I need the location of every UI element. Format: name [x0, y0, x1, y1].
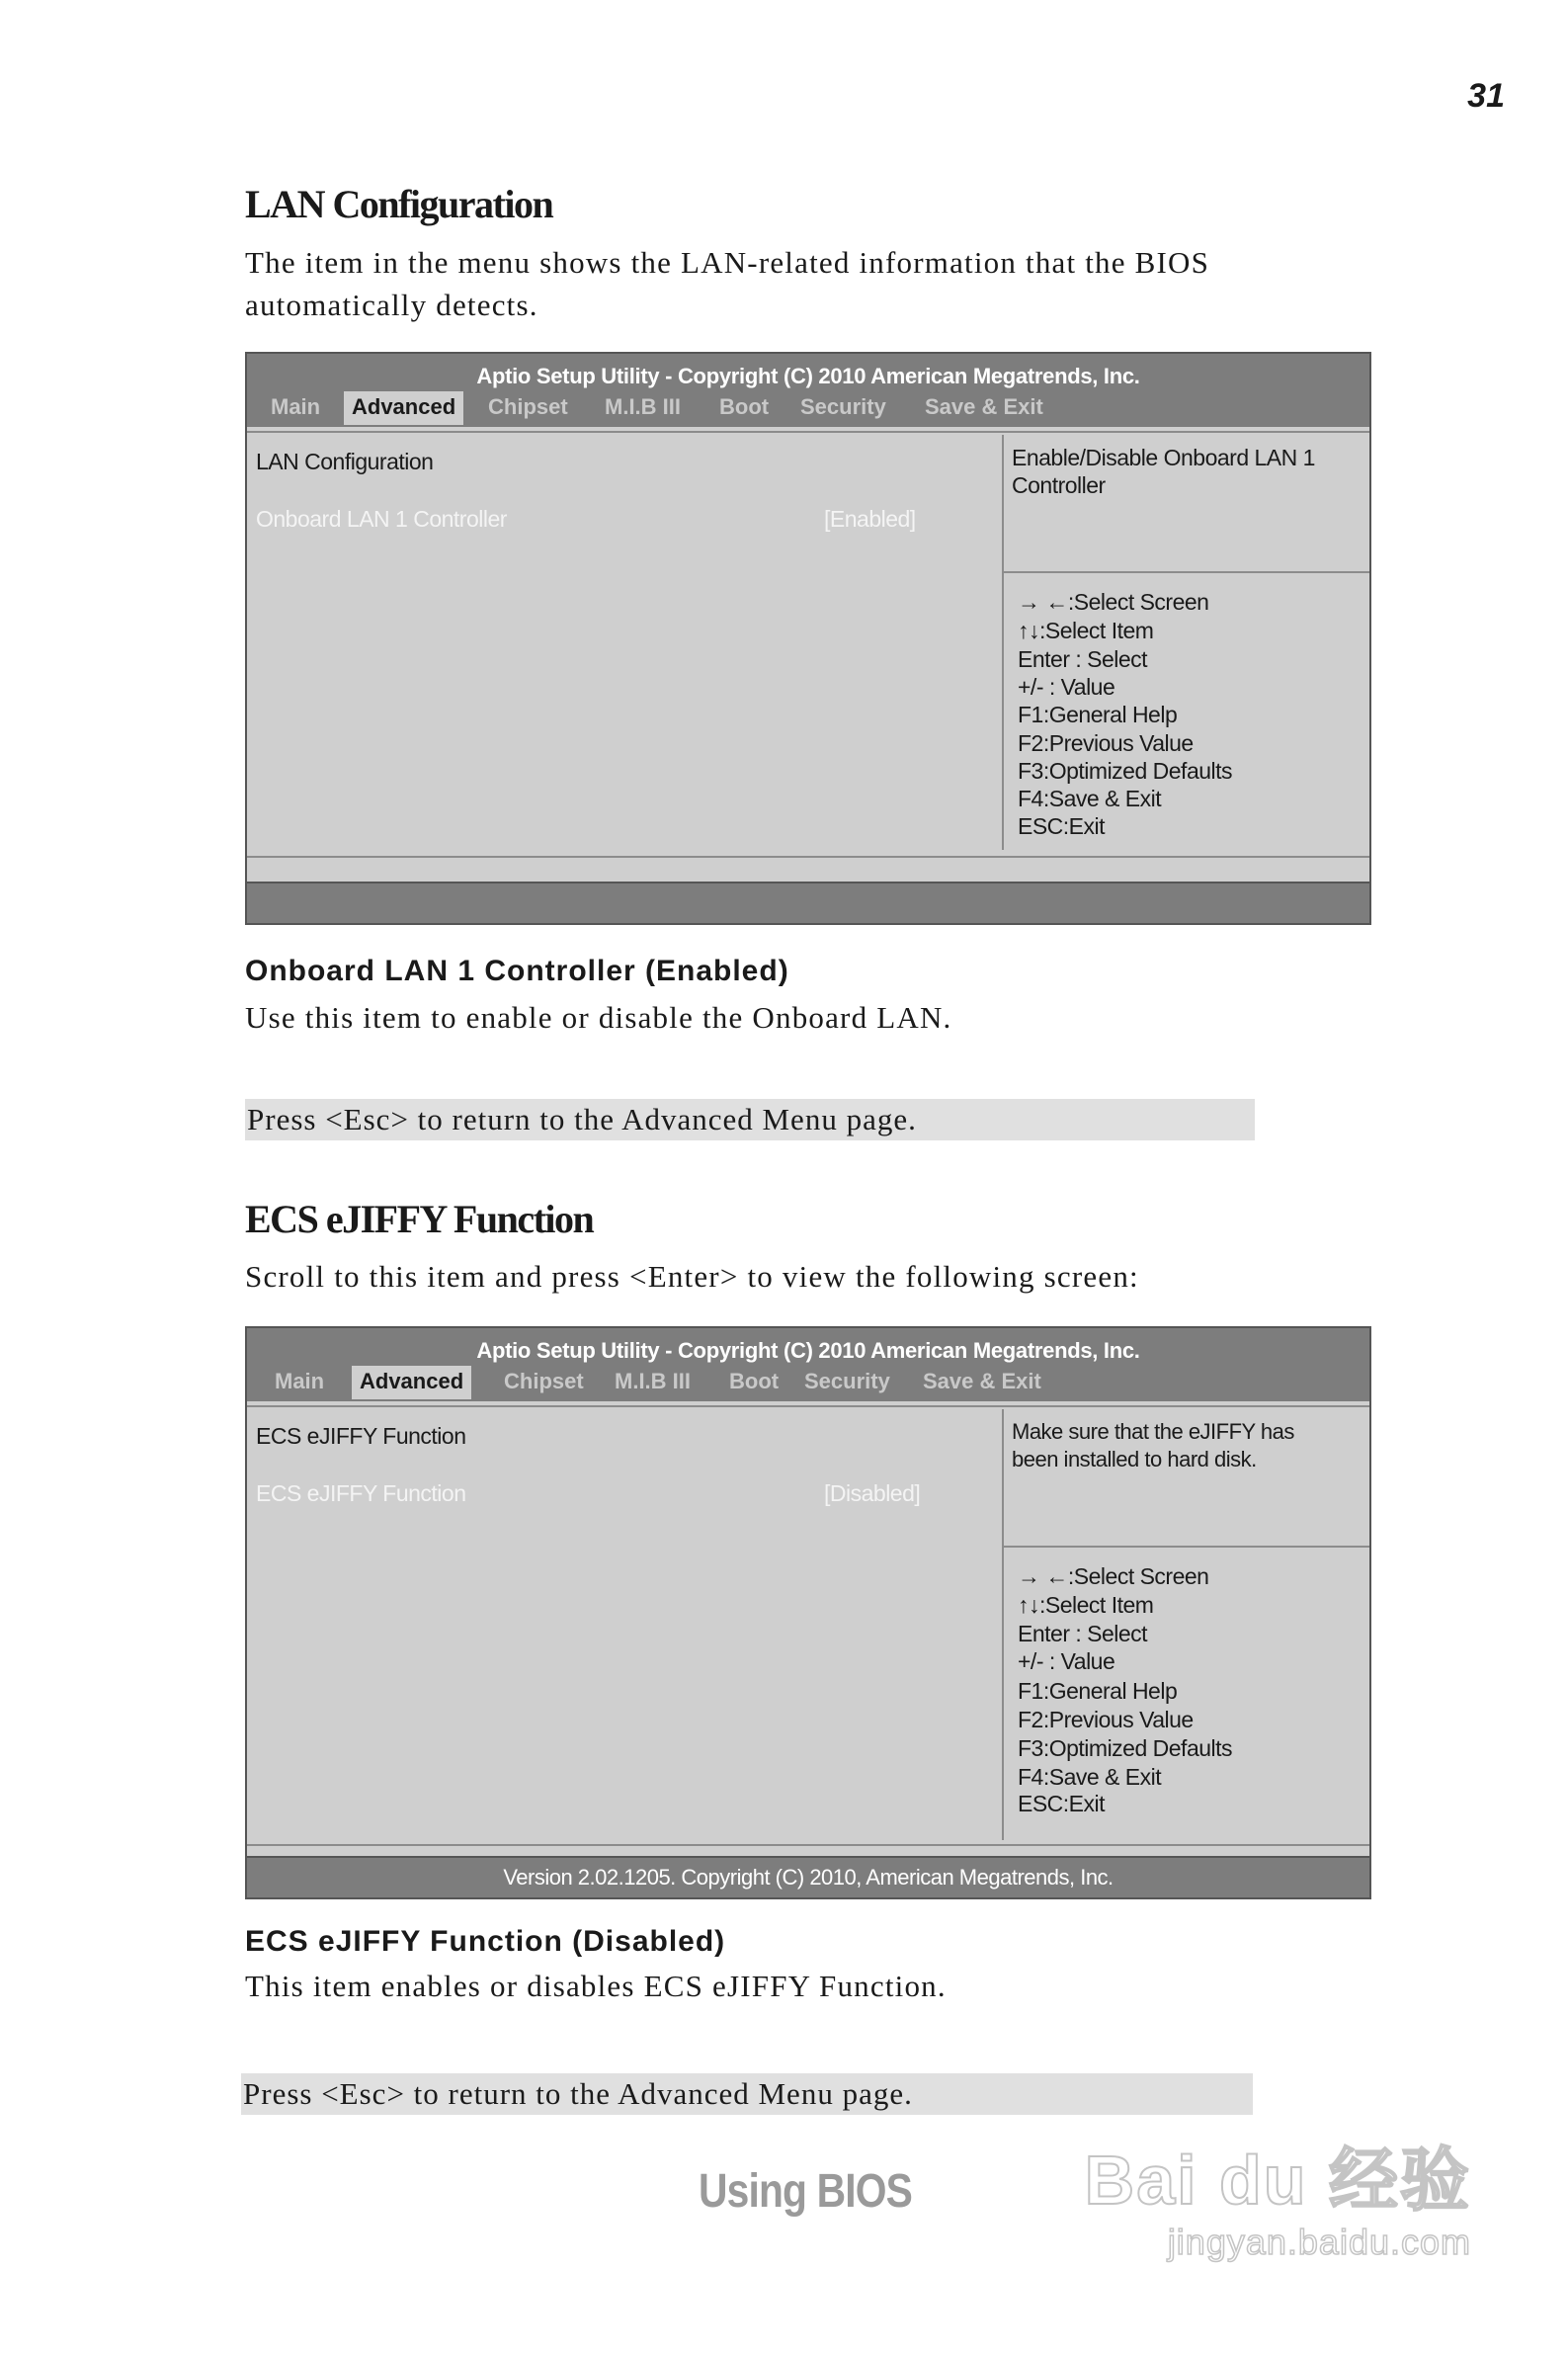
bios-screen-lan [245, 352, 1371, 925]
tab-security[interactable]: Security [800, 394, 886, 419]
section-heading-lan-configuration: LAN Configuration [245, 182, 553, 226]
tab-main[interactable]: Main [275, 1369, 325, 1393]
tab-mib[interactable]: M.I.B III [605, 394, 681, 419]
esc-note: Press <Esc> to return to the Advanced Menu page. [245, 1099, 1255, 1140]
key-hint: Enter : Select [1018, 646, 1148, 672]
bios-header [247, 1328, 1369, 1403]
item-description: This item enables or disables ECS eJIFFY Function. [245, 1969, 947, 2003]
key-hint: → ←:Select Screen [1018, 1563, 1209, 1589]
section-intro-line: Scroll to this item and press <Enter> to view the following screen: [245, 1259, 1139, 1294]
divider [247, 856, 1369, 858]
bios-body [247, 1409, 1369, 1840]
setting-label-onboard-lan[interactable]: Onboard LAN 1 Controller [256, 506, 507, 532]
key-hint: Enter : Select [1018, 1621, 1148, 1646]
divider [247, 1844, 1369, 1846]
key-hint: ESC:Exit [1018, 813, 1106, 839]
bios-body [247, 435, 1369, 850]
help-text: been installed to hard disk. [1012, 1447, 1257, 1471]
divider [1004, 571, 1369, 573]
key-hint: F2:Previous Value [1018, 730, 1194, 756]
tab-advanced[interactable]: Advanced [352, 1366, 471, 1399]
help-text: Make sure that the eJIFFY has [1012, 1419, 1294, 1444]
bios-settings-panel [247, 1409, 1004, 1840]
item-heading-onboard-lan: Onboard LAN 1 Controller (Enabled) [245, 955, 789, 987]
bios-title: Aptio Setup Utility - Copyright (C) 2010 American Megatrends, Inc. [476, 364, 1140, 388]
key-hint: F2:Previous Value [1018, 1707, 1194, 1732]
bios-settings-panel [247, 435, 1004, 850]
tab-main[interactable]: Main [271, 394, 321, 419]
tab-security[interactable]: Security [804, 1369, 890, 1393]
setting-value-ejiffy[interactable]: [Disabled] [824, 1480, 921, 1506]
tab-save-exit[interactable]: Save & Exit [925, 394, 1043, 419]
bios-title: Aptio Setup Utility - Copyright (C) 2010 American Megatrends, Inc. [476, 1338, 1140, 1363]
watermark-url: jingyan.baidu.com [1167, 2222, 1471, 2262]
bios-footer-bar [247, 882, 1369, 923]
key-hint: F1:General Help [1018, 702, 1178, 727]
watermark-logo: Bai du 经验 [1084, 2142, 1471, 2219]
item-description: Use this item to enable or disable the Onboard LAN. [245, 1000, 952, 1035]
tab-advanced[interactable]: Advanced [344, 391, 463, 425]
key-hint: F4:Save & Exit [1018, 786, 1162, 811]
key-hint: ↑↓:Select Item [1018, 1592, 1154, 1618]
section-intro-line: automatically detects. [245, 288, 538, 322]
tab-boot[interactable]: Boot [729, 1369, 780, 1393]
divider [1004, 1546, 1369, 1548]
bios-help-panel [1004, 1409, 1369, 1840]
help-text: Enable/Disable Onboard LAN 1 [1012, 445, 1315, 470]
setting-value-onboard-lan[interactable]: [Enabled] [824, 506, 916, 532]
setting-label-ejiffy[interactable]: ECS eJIFFY Function [256, 1480, 466, 1506]
key-hint: F1:General Help [1018, 1678, 1178, 1704]
key-hint: F4:Save & Exit [1018, 1764, 1162, 1790]
divider [247, 431, 1369, 433]
bios-header [247, 354, 1369, 429]
key-hint: +/- : Value [1018, 674, 1115, 700]
footer-title: Using BIOS [699, 2165, 912, 2218]
key-hint: → ←:Select Screen [1018, 589, 1209, 615]
tab-chipset[interactable]: Chipset [504, 1369, 584, 1393]
key-hint: ESC:Exit [1018, 1791, 1106, 1816]
divider [247, 1405, 1369, 1407]
section-heading-ejiffy: ECS eJIFFY Function [245, 1197, 594, 1241]
key-hint: F3:Optimized Defaults [1018, 758, 1233, 784]
tab-mib[interactable]: M.I.B III [615, 1369, 691, 1393]
tab-boot[interactable]: Boot [719, 394, 770, 419]
bios-footer-bar: Version 2.02.1205. Copyright (C) 2010, American Megatrends, Inc. [247, 1856, 1369, 1897]
item-heading-ejiffy: ECS eJIFFY Function (Disabled) [245, 1925, 726, 1958]
panel-title: LAN Configuration [256, 449, 434, 474]
key-hint: F3:Optimized Defaults [1018, 1735, 1233, 1761]
bios-screen-ejiffy [245, 1326, 1371, 1899]
help-text: Controller [1012, 472, 1106, 498]
tab-chipset[interactable]: Chipset [488, 394, 568, 419]
panel-title: ECS eJIFFY Function [256, 1423, 466, 1449]
tab-save-exit[interactable]: Save & Exit [923, 1369, 1041, 1393]
esc-note: Press <Esc> to return to the Advanced Menu page. [241, 2073, 1253, 2115]
bios-help-panel [1004, 435, 1369, 850]
key-hint: +/- : Value [1018, 1648, 1115, 1674]
page-number: 31 [1467, 77, 1505, 115]
key-hint: ↑↓:Select Item [1018, 618, 1154, 643]
section-intro-line: The item in the menu shows the LAN-related information that the BIOS [245, 245, 1210, 280]
